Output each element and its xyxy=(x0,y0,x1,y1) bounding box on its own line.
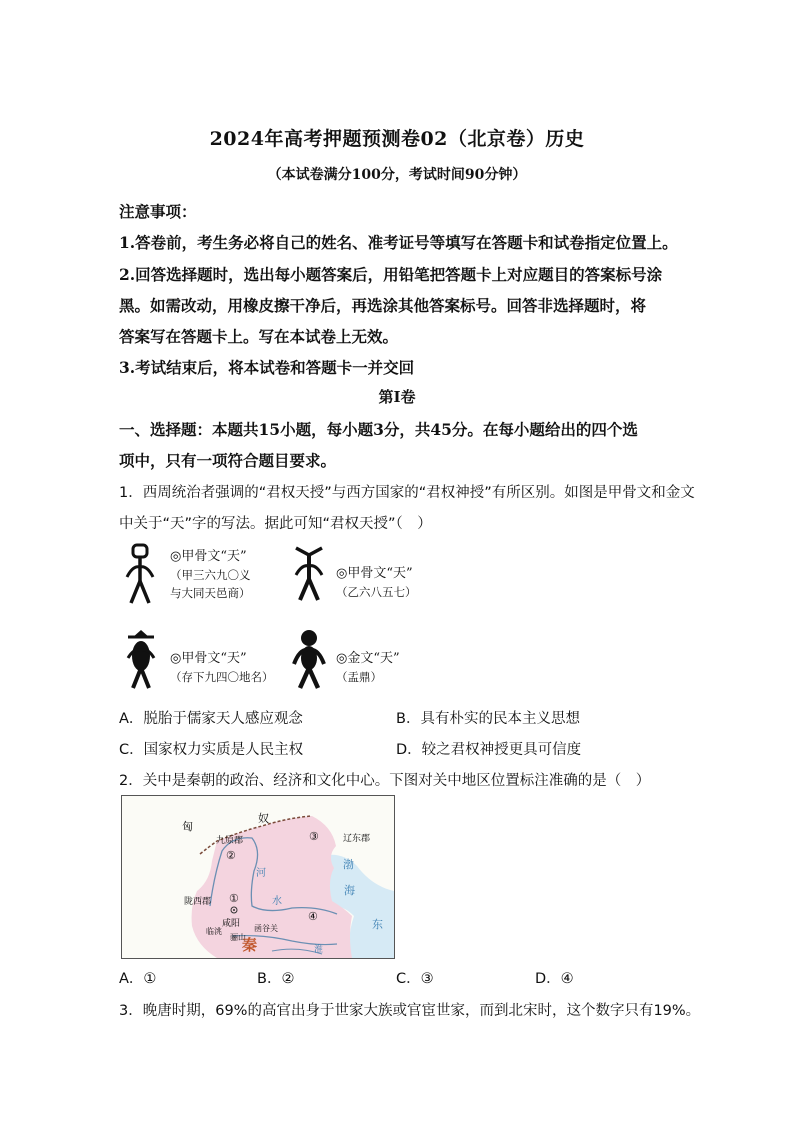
glyph-3-note-1: （存下九四〇地名） xyxy=(170,670,274,684)
oracle-tian-glyph-2 xyxy=(292,545,326,603)
map-label-hangu: 函谷关 xyxy=(254,924,278,933)
map-label-qin: 秦 xyxy=(242,936,258,954)
map-label-lishan: 骊山 xyxy=(230,933,246,942)
map-label-he-1: 河 xyxy=(256,868,266,879)
glyph-1-label: ◎甲骨文“天” xyxy=(170,549,247,564)
map-label-he-2: 水 xyxy=(272,896,282,907)
glyph-2-note-1: （乙六八五七） xyxy=(336,585,417,599)
map-label-xiongnu-2: 奴 xyxy=(258,812,269,825)
map-label-bo: 渤 xyxy=(343,858,354,871)
glyph-1-note-1: （甲三六九〇义 xyxy=(170,568,251,582)
oracle-tian-glyph-1 xyxy=(124,543,156,607)
notice-heading: 注意事项： xyxy=(119,202,197,221)
q2-stem-line-1: 2．关中是秦朝的政治、经济和文化中心。下图对关中地区位置标注准确的是（ ） xyxy=(119,773,651,789)
map-marker-3: ③ xyxy=(309,830,319,843)
q2-option-b[interactable]: B．② xyxy=(257,971,295,987)
q1-option-a[interactable]: A．脱胎于儒家天人感应观念 xyxy=(119,711,303,727)
q2-option-a[interactable]: A．① xyxy=(119,971,157,987)
map-marker-2: ② xyxy=(226,849,236,862)
notice-line-2: 2.回答选择题时，选出每小题答案后，用铅笔把答题卡上对应题目的答案标号涂 xyxy=(119,265,663,284)
notice-line-4: 答案写在答题卡上。写在本试卷上无效。 xyxy=(119,327,399,346)
map-label-lintao: 临洮 xyxy=(206,927,222,936)
q1-option-d[interactable]: D．较之君权神授更具可信度 xyxy=(396,742,582,758)
notice-line-5: 3.考试结束后，将本试卷和答题卡一并交回 xyxy=(119,358,415,377)
q1-stem-line-1: 1．西周统治者强调的“君权天授”与西方国家的“君权神授”有所区别。如图是甲骨文和金文 xyxy=(119,485,695,501)
q1-option-b[interactable]: B．具有朴实的民本主义思想 xyxy=(396,711,580,727)
page-title: 2024年高考押题预测卷02（北京卷）历史 xyxy=(209,128,585,150)
q3-stem-line-1: 3．晚唐时期，69%的高官出身于世家大族或官宦世家，而到北宋时，这个数字只有19%。 xyxy=(119,1003,701,1019)
notice-line-3: 黑。如需改动，用橡皮擦干净后，再选涂其他答案标号。回答非选择题时，将 xyxy=(119,296,647,315)
section-heading-line-1: 一、选择题：本题共15小题，每小题3分，共45分。在每小题给出的四个选 xyxy=(119,420,638,439)
map-label-longxi: 陇西郡 xyxy=(184,897,212,907)
notice-line-1: 1.答卷前，考生务必将自己的姓名、准考证号等填写在答题卡和试卷指定位置上。 xyxy=(119,233,678,252)
q2-option-d[interactable]: D．④ xyxy=(535,971,574,987)
q1-option-c[interactable]: C．国家权力实质是人民主权 xyxy=(119,742,304,758)
map-label-liaodong: 辽东郡 xyxy=(343,834,371,844)
oracle-tian-glyph-3 xyxy=(124,628,158,690)
map-label-hai: 海 xyxy=(344,884,355,897)
bronze-tian-glyph-4 xyxy=(291,628,327,690)
glyph-1-note-2: 与大同天邑商） xyxy=(170,586,251,600)
map-marker-1: ① xyxy=(229,892,239,905)
map-label-huai: 淮 xyxy=(314,945,324,955)
glyph-4-label: ◎金文“天” xyxy=(336,651,400,666)
section-heading-line-2: 项中，只有一项符合题目要求。 xyxy=(119,451,337,470)
glyph-2-label: ◎甲骨文“天” xyxy=(336,566,413,581)
volume-label: 第I卷 xyxy=(378,388,416,406)
glyph-4-note-1: （盂鼎） xyxy=(336,670,382,684)
map-label-jiuyuan: 九原郡 xyxy=(216,836,244,846)
q2-option-c[interactable]: C．③ xyxy=(396,971,434,987)
page-subtitle: （本试卷满分100分，考试时间90分钟） xyxy=(267,167,527,183)
glyph-3-label: ◎甲骨文“天” xyxy=(170,651,247,666)
map-marker-4: ④ xyxy=(308,910,318,923)
map-label-dong: 东 xyxy=(372,918,383,931)
map-label-xiongnu-1: 匈 xyxy=(182,820,193,833)
qin-map xyxy=(121,795,395,959)
q1-stem-line-2: 中关于“天”字的写法。据此可知“君权天授”（ ） xyxy=(119,516,432,532)
map-label-xianyang: 咸阳 xyxy=(222,919,241,929)
